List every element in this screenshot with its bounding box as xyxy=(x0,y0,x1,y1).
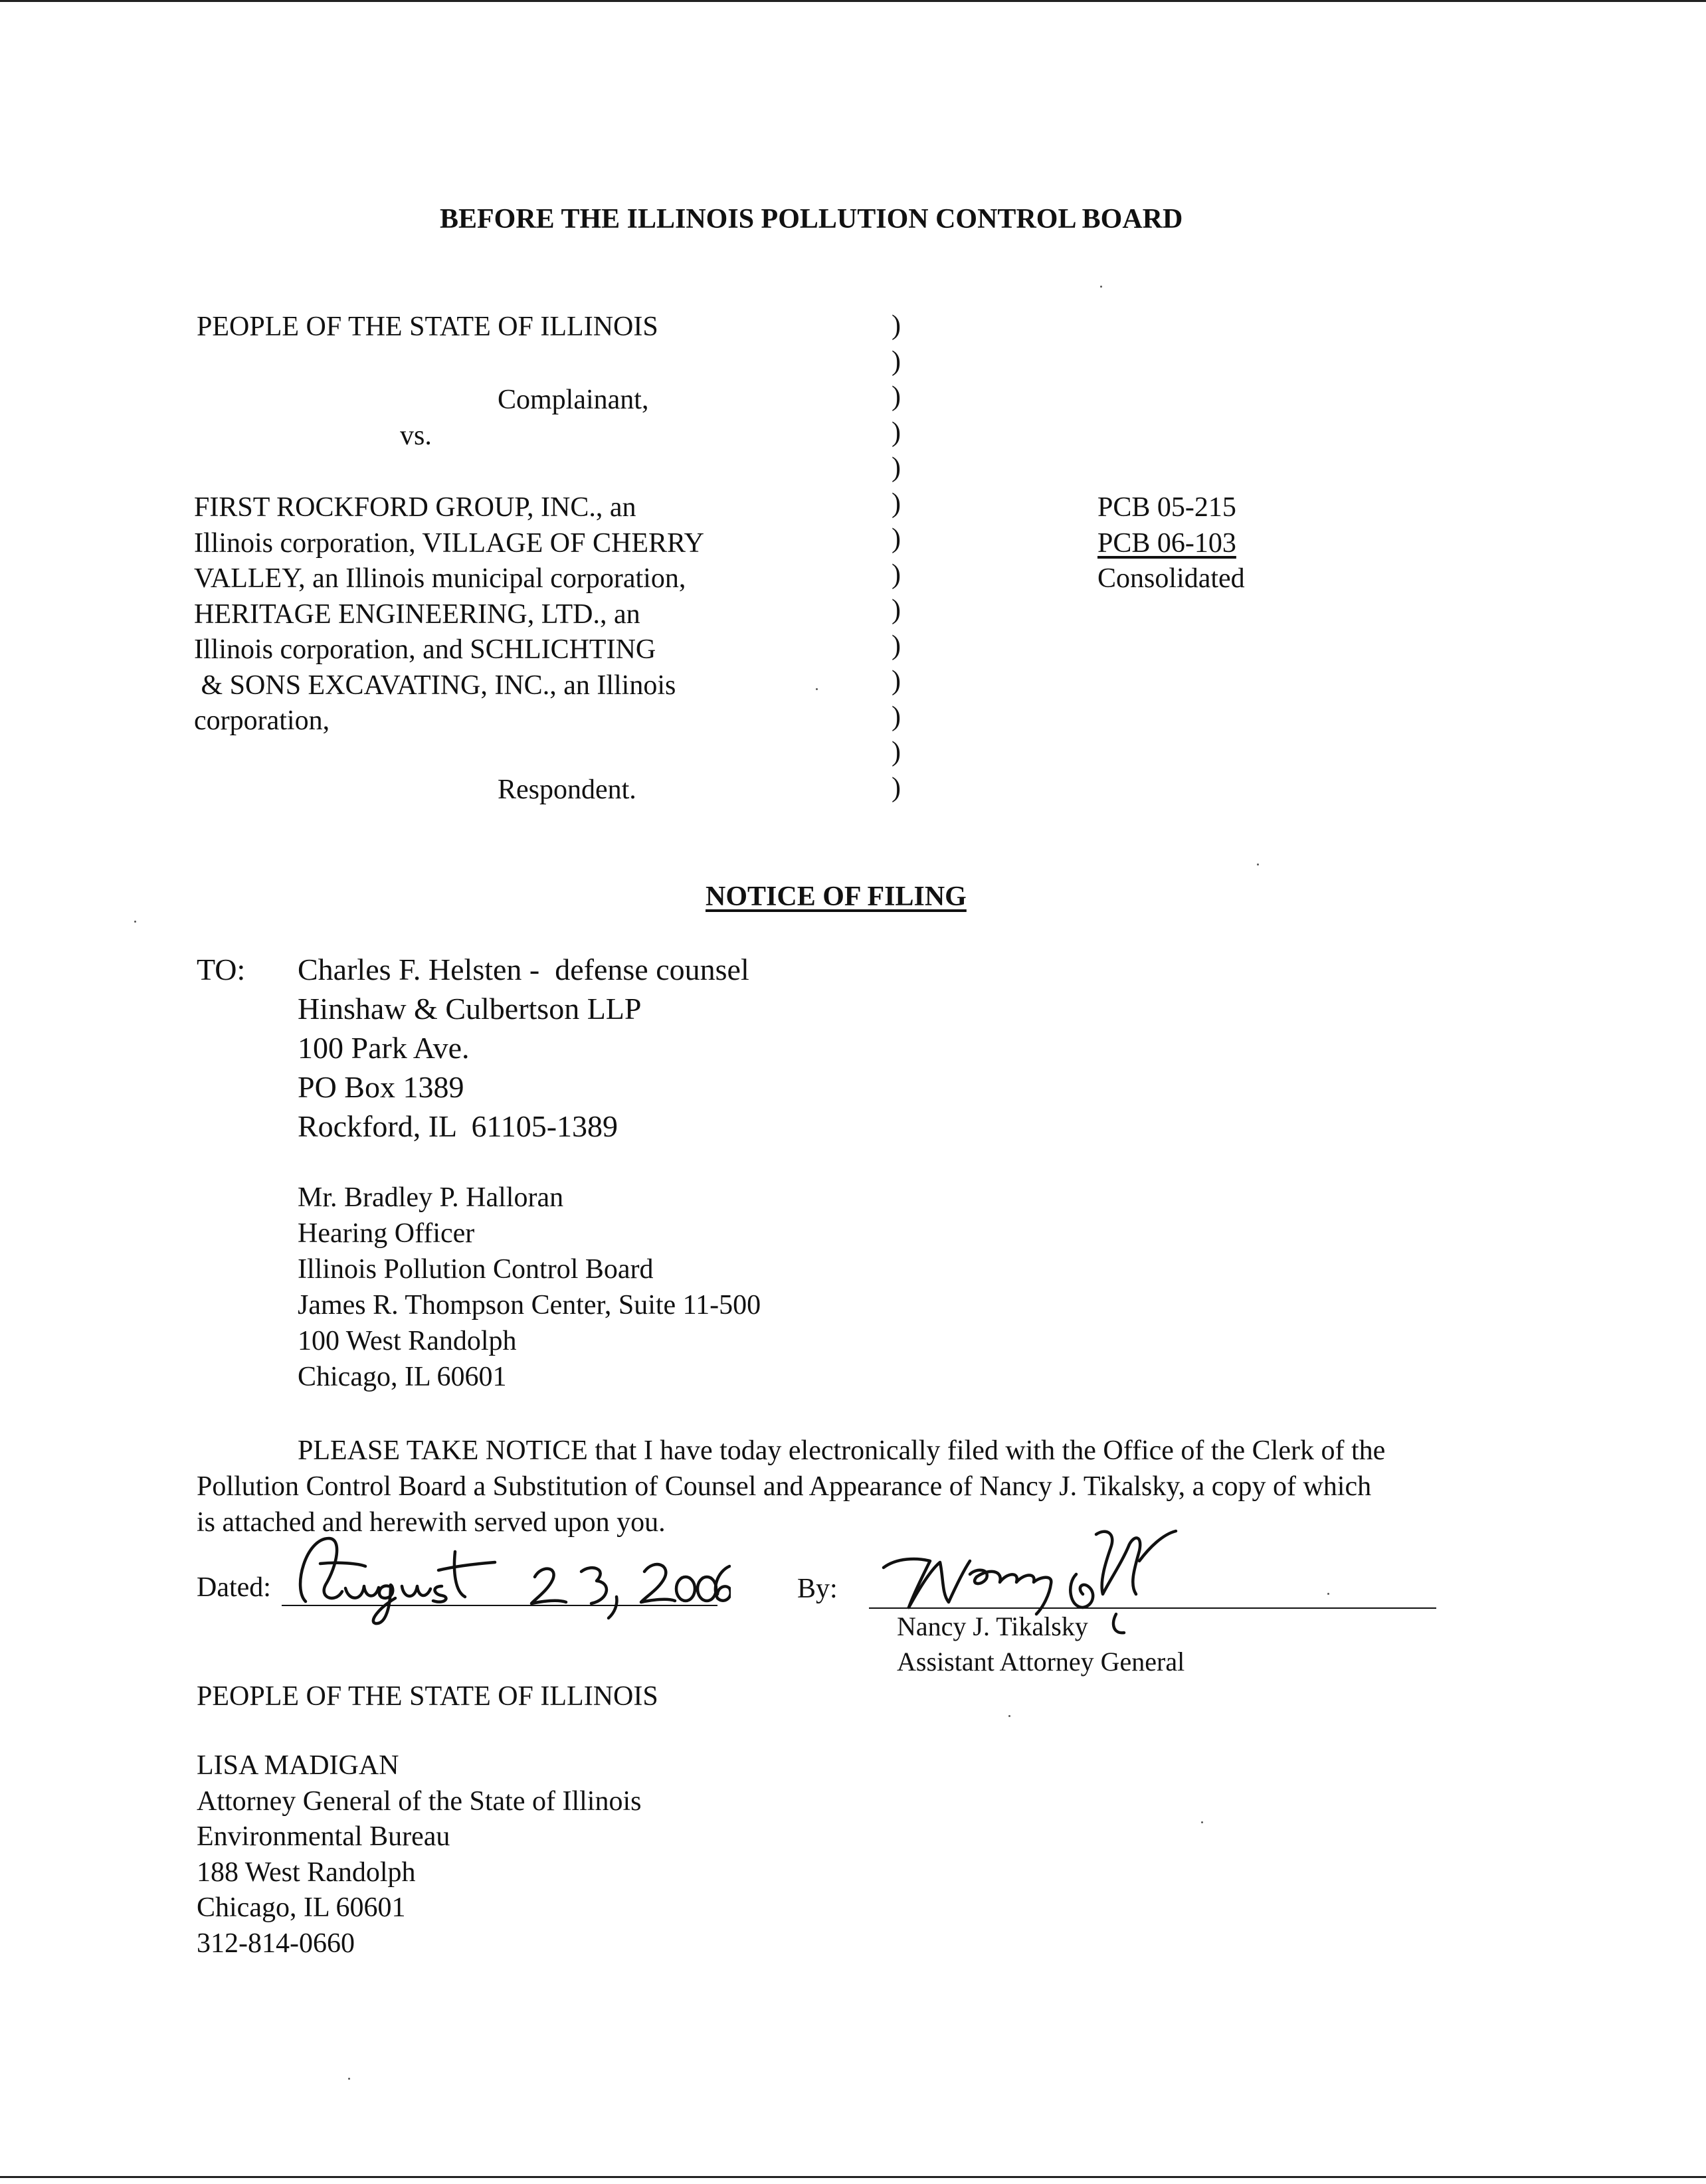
parenthesis: ) xyxy=(892,559,901,590)
respondent-line: HERITAGE ENGINEERING, LTD., an xyxy=(194,598,640,630)
office-line: 188 West Randolph xyxy=(197,1857,416,1888)
respondent-line: VALLEY, an Illinois municipal corporation, xyxy=(194,563,686,594)
respondent-line: FIRST ROCKFORD GROUP, INC., an xyxy=(194,492,636,523)
document-title: BEFORE THE ILLINOIS POLLUTION CONTROL BOARD xyxy=(440,204,1183,234)
recipient-line: Chicago, IL 60601 xyxy=(298,1362,507,1392)
respondent-block xyxy=(194,490,704,739)
office-line: 312-814-0660 xyxy=(197,1928,355,1959)
notice-body-line-3: is attached and herewith served upon you. xyxy=(197,1507,666,1538)
recipient-line: PO Box 1389 xyxy=(298,1070,464,1104)
scan-speck xyxy=(816,688,818,690)
parenthesis: ) xyxy=(892,701,901,732)
parenthesis: ) xyxy=(892,594,901,625)
signer-title: Assistant Attorney General xyxy=(897,1647,1185,1677)
parenthesis: ) xyxy=(892,523,901,554)
footer-party: PEOPLE OF THE STATE OF ILLINOIS xyxy=(197,1681,658,1712)
scan-speck xyxy=(1201,1821,1203,1823)
parenthesis: ) xyxy=(892,772,901,803)
parenthesis: ) xyxy=(892,630,901,661)
complainant-role: Complainant, xyxy=(498,385,649,415)
recipient-line: 100 West Randolph xyxy=(298,1326,517,1356)
office-line: Chicago, IL 60601 xyxy=(197,1892,406,1923)
office-line: Environmental Bureau xyxy=(197,1821,450,1852)
scan-speck xyxy=(1327,1593,1329,1595)
scan-speck xyxy=(1257,864,1259,865)
notice-body-line-2: Pollution Control Board a Substitution of Counsel and Appearance of Nancy J. Tikalsky, a copy of which xyxy=(197,1471,1372,1502)
complainant-party: PEOPLE OF THE STATE OF ILLINOIS xyxy=(197,312,658,342)
recipient-line: Mr. Bradley P. Halloran xyxy=(298,1182,564,1213)
attorney-general-office xyxy=(197,1748,641,1961)
scan-speck xyxy=(348,2078,350,2080)
parenthesis: ) xyxy=(892,666,901,696)
scan-bottom-border xyxy=(0,2176,1706,2178)
recipient-line: Charles F. Helsten - defense counsel xyxy=(298,953,749,986)
caption-parenthesis-column xyxy=(892,308,901,806)
scan-top-border xyxy=(0,0,1706,2)
notice-body-line-1: PLEASE TAKE NOTICE that I have today electronically filed with the Office of the Clerk of the xyxy=(298,1435,1386,1466)
recipient-line: Hearing Officer xyxy=(298,1218,475,1249)
handwritten-date xyxy=(279,1525,731,1631)
parenthesis: ) xyxy=(892,310,901,341)
to-label: TO: xyxy=(197,953,246,986)
recipient-line: 100 Park Ave. xyxy=(298,1031,470,1065)
respondent-line: corporation, xyxy=(194,705,330,736)
case-number-primary: PCB 05-215 xyxy=(1097,492,1236,523)
respondent-line: & SONS EXCAVATING, INC., an Illinois xyxy=(194,670,676,701)
scan-speck xyxy=(134,921,136,923)
recipient-line: Illinois Pollution Control Board xyxy=(298,1254,654,1285)
recipient-line: Rockford, IL 61105-1389 xyxy=(298,1109,618,1143)
notice-heading: NOTICE OF FILING xyxy=(706,881,967,912)
respondent-role: Respondent. xyxy=(498,774,636,805)
recipient-line: Hinshaw & Culbertson LLP xyxy=(298,992,642,1026)
respondent-line: Illinois corporation, VILLAGE OF CHERRY xyxy=(194,527,705,559)
recipient-hearing-officer xyxy=(298,1180,761,1395)
scan-speck xyxy=(1100,286,1102,288)
parenthesis: ) xyxy=(892,452,901,483)
versus-label: vs. xyxy=(400,420,432,451)
signer-name: Nancy J. Tikalsky xyxy=(897,1611,1088,1641)
parenthesis: ) xyxy=(892,737,901,767)
office-line: Attorney General of the State of Illinois xyxy=(197,1785,642,1817)
by-label: By: xyxy=(797,1574,838,1604)
parenthesis: ) xyxy=(892,416,901,448)
scan-speck xyxy=(1008,1715,1010,1717)
case-number-block xyxy=(1097,490,1245,597)
dated-label: Dated: xyxy=(197,1572,271,1603)
case-number-secondary: PCB 06-103 xyxy=(1097,527,1236,559)
recipient-line: James R. Thompson Center, Suite 11-500 xyxy=(298,1290,761,1320)
parenthesis: ) xyxy=(892,488,901,519)
office-line: LISA MADIGAN xyxy=(197,1750,399,1781)
parenthesis: ) xyxy=(892,345,901,377)
parenthesis: ) xyxy=(892,381,901,412)
case-consolidated-label: Consolidated xyxy=(1097,563,1245,594)
respondent-line: Illinois corporation, and SCHLICHTING xyxy=(194,634,656,665)
recipient-defense-counsel xyxy=(298,950,749,1146)
